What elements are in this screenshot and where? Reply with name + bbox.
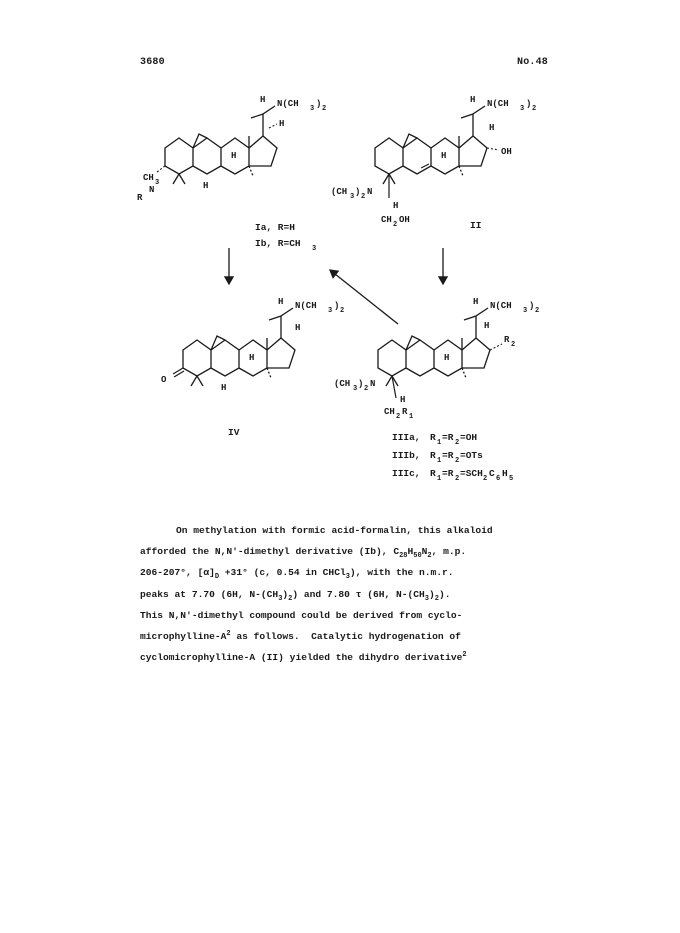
label-II: II [470, 220, 482, 231]
svg-text:=R: =R [442, 468, 454, 479]
svg-text:5: 5 [509, 475, 514, 483]
svg-text:R: R [402, 407, 408, 417]
label-IIIb [392, 450, 483, 465]
svg-text:R: R [430, 450, 436, 461]
svg-text:3: 3 [350, 193, 355, 201]
svg-text:H: H [489, 123, 495, 133]
svg-text:R: R [430, 468, 436, 479]
label-IIIc [392, 468, 513, 483]
svg-text:6: 6 [496, 475, 501, 483]
svg-text:(CH: (CH [334, 379, 351, 389]
svg-text:=SCH: =SCH [460, 468, 483, 479]
label-Ia: Ia, R=H [255, 222, 295, 233]
structure-IV [161, 297, 344, 393]
svg-text:1: 1 [437, 457, 442, 465]
svg-text:IIIb,: IIIb, [392, 450, 421, 461]
svg-text:3: 3 [523, 307, 528, 315]
atom-OH: OH [501, 147, 512, 157]
svg-text:): ) [358, 379, 364, 389]
svg-text:N: N [370, 379, 376, 389]
svg-text:3: 3 [312, 245, 317, 253]
arrow-III-to-Ib [330, 270, 398, 324]
svg-text:): ) [526, 99, 532, 109]
atom-NMe2: N(CH [277, 99, 299, 109]
svg-text:2: 2 [322, 105, 327, 113]
svg-text:3: 3 [155, 179, 160, 187]
svg-text:C: C [489, 468, 495, 479]
svg-text:2: 2 [364, 385, 369, 393]
svg-text:=R: =R [442, 432, 454, 443]
label-Ib: Ib, R=CH [255, 238, 301, 249]
structure-II [331, 95, 536, 229]
svg-text:H: H [484, 321, 490, 331]
svg-text:=OTs: =OTs [460, 450, 483, 461]
paragraph-line: This N,N'-dimethyl compound could be derived from cyclo- [140, 609, 463, 621]
svg-text:2: 2 [483, 475, 488, 483]
svg-text:H: H [295, 323, 301, 333]
svg-text:1: 1 [437, 475, 442, 483]
paragraph-line: On methylation with formic acid-formalin, this alkaloid [176, 525, 493, 536]
body-paragraph [140, 520, 560, 668]
svg-text:H: H [502, 468, 508, 479]
svg-text:1: 1 [409, 413, 414, 421]
svg-text:(CH: (CH [331, 187, 348, 197]
svg-text:2: 2 [396, 413, 401, 421]
svg-text:H: H [221, 383, 227, 393]
svg-text:=R: =R [442, 450, 454, 461]
atom-R2: R [504, 335, 510, 345]
svg-text:H: H [203, 181, 209, 191]
svg-text:H: H [231, 151, 237, 161]
svg-text:N(CH: N(CH [490, 301, 512, 311]
atom-CH3: CH [143, 173, 154, 183]
paragraph-line: afforded the N,N'-dimethyl derivative (Ib), $C_{28}H_{50}N_2$, m.p. [140, 546, 467, 561]
svg-text:): ) [316, 99, 322, 109]
svg-text:): ) [334, 301, 340, 311]
svg-text:2: 2 [535, 307, 540, 315]
svg-text:IIIc,: IIIc, [392, 468, 421, 479]
paragraph-line: cyclomicrophylline-A (II) yielded the dihydro derivative$^2$ [140, 651, 467, 664]
svg-text:2: 2 [340, 307, 345, 315]
svg-text:2: 2 [511, 341, 516, 349]
svg-text:H: H [278, 297, 284, 307]
svg-text:H: H [393, 201, 399, 211]
atom-O: O [161, 375, 167, 385]
svg-text:H: H [279, 119, 285, 129]
svg-text:OH: OH [399, 215, 410, 225]
label-IV: IV [228, 427, 240, 438]
atom-H: H [260, 95, 266, 105]
label-IIIa [392, 432, 477, 447]
svg-text:H: H [470, 95, 476, 105]
svg-text:N: N [367, 187, 373, 197]
svg-text:H: H [249, 353, 255, 363]
svg-text:N(CH: N(CH [295, 301, 317, 311]
svg-text:2: 2 [455, 475, 460, 483]
issue-number: No.48 [517, 57, 549, 68]
svg-text:IIIa,: IIIa, [392, 432, 421, 443]
paragraph-line: peaks at 7.70 (6H, $N-(CH_3)_2$) and 7.80 τ (6H, $N-(CH_3)_2$). [140, 588, 451, 603]
svg-text:): ) [529, 301, 535, 311]
svg-text:1: 1 [437, 439, 442, 447]
atom-R: R [137, 193, 143, 203]
svg-text:N: N [149, 185, 155, 195]
svg-text:): ) [355, 187, 361, 197]
svg-text:3: 3 [310, 105, 315, 113]
svg-text:2: 2 [361, 193, 366, 201]
svg-text:2: 2 [393, 221, 398, 229]
svg-text:2: 2 [455, 439, 460, 447]
svg-text:2: 2 [532, 105, 537, 113]
structure-Ia-Ib [137, 95, 326, 203]
svg-text:H: H [400, 395, 406, 405]
structure-III [334, 297, 539, 421]
page-number: 3680 [140, 57, 165, 68]
svg-text:N(CH: N(CH [487, 99, 509, 109]
svg-text:R: R [430, 432, 436, 443]
atom-CH2OH: CH [381, 215, 392, 225]
svg-text:H: H [441, 151, 447, 161]
svg-text:3: 3 [353, 385, 358, 393]
svg-text:3: 3 [328, 307, 333, 315]
paragraph-line: 206-207°, $[\alpha]_D +31^\circ$ (c, 0.54 in CHCl$_3$), with the n.m.r. [140, 567, 454, 582]
svg-text:H: H [473, 297, 479, 307]
svg-text:=OH: =OH [460, 432, 478, 443]
svg-text:2: 2 [455, 457, 460, 465]
svg-text:3: 3 [520, 105, 525, 113]
atom-CH2R1: CH [384, 407, 395, 417]
paragraph-line: microphylline-$A^2$ as follows. Catalytic hydrogenation of [140, 629, 461, 643]
svg-text:H: H [444, 353, 450, 363]
